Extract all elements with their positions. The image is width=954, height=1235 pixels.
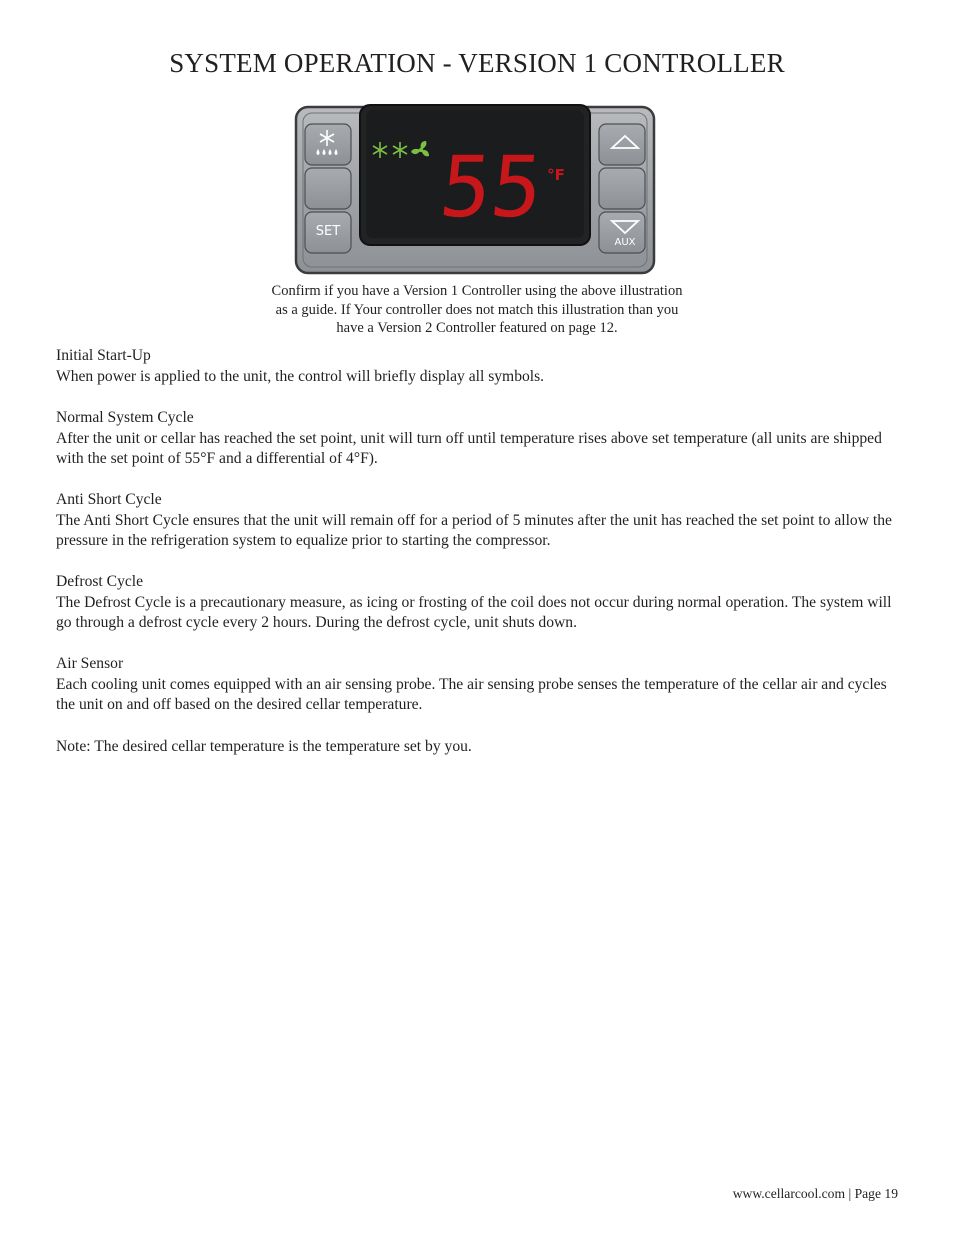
defrost-button: [305, 124, 351, 165]
section-initial-start-up: [56, 346, 898, 387]
temperature-unit: °F: [547, 166, 565, 184]
temperature-display: 55: [435, 138, 547, 236]
note-text: Note: The desired cellar temperature is the temperature set by you.: [56, 738, 472, 755]
caption-line: Confirm if you have a Version 1 Controller using the above illustration: [271, 283, 683, 299]
page-footer: www.cellarcool.com | Page 19: [732, 1186, 898, 1201]
section-heading: Initial Start-Up: [56, 347, 151, 364]
controller-illustration: [294, 104, 656, 276]
controller-svg: [294, 104, 656, 276]
note: [56, 737, 898, 758]
section-body: After the unit or cellar has reached the set point, unit will turn off until temperature rises above set temperature (all units are shipped with the set point of 55°F and a differential of 4°F).: [56, 429, 882, 468]
caption-line: as a guide. If Your controller does not match this illustration than you: [275, 301, 679, 318]
section-body: The Anti Short Cycle ensures that the unit will remain off for a period of 5 minutes after the unit has reached the set point to allow the pressure in the refrigeration system to equalize prior to starting the compressor.: [56, 511, 892, 550]
section-body: Each cooling unit comes equipped with an air sensing probe. The air sensing probe senses the temperature of the cellar air and cycles the unit on and off based on the desired cellar temperature.: [56, 675, 887, 714]
section-heading: Normal System Cycle: [56, 409, 194, 426]
section-defrost-cycle: [56, 572, 898, 634]
aux-label: AUX: [614, 237, 636, 248]
middle-right-button: [599, 168, 645, 209]
middle-left-button: [305, 168, 351, 209]
caption-line: have a Version 2 Controller featured on page 12.: [336, 320, 618, 336]
section-anti-short-cycle: [56, 490, 898, 552]
figure-caption: [232, 282, 722, 338]
set-label: SET: [315, 224, 341, 239]
up-button: [599, 124, 645, 165]
section-body: When power is applied to the unit, the control will briefly display all symbols.: [56, 367, 545, 385]
page-title: SYSTEM OPERATION - VERSION 1 CONTROLLER: [169, 48, 785, 78]
section-body: The Defrost Cycle is a precautionary measure, as icing or frosting of the coil does not occur during normal operation. The system will go through a defrost cycle every 2 hours. During the defrost cycle, unit shuts down.: [56, 593, 892, 632]
section-heading: Air Sensor: [56, 655, 124, 672]
section-heading: Defrost Cycle: [56, 573, 144, 590]
section-heading: Anti Short Cycle: [56, 491, 162, 508]
section-air-sensor: [56, 654, 898, 716]
section-normal-system-cycle: [56, 408, 898, 470]
